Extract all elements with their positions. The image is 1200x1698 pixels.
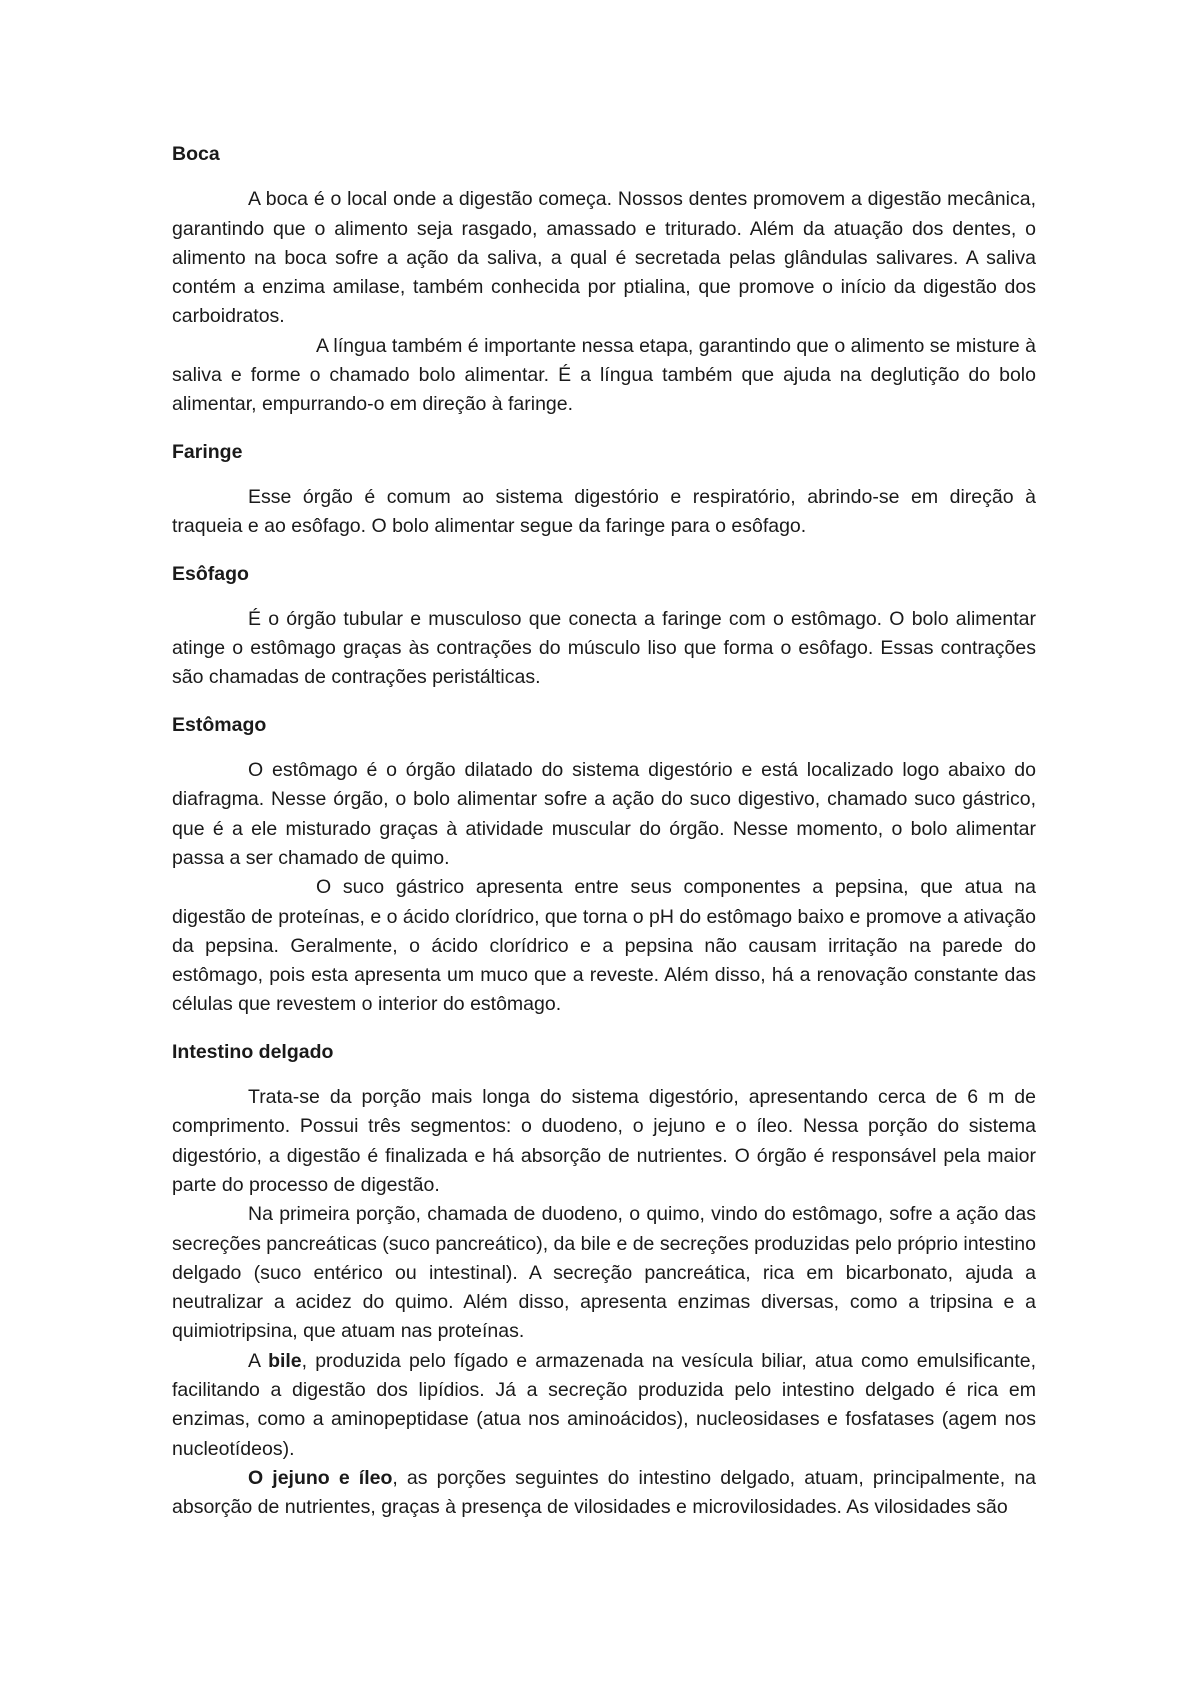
document-page bbox=[172, 140, 1036, 1522]
paragraph-intestino-3-rest: , produzida pelo fígado e armazenada na vesícula biliar, atua como emulsificante, facilitando a digestão dos lipídios. Já a secreção produzida pelo intestino delgado é rica em enzimas, como a aminopeptidase (atua nos aminoácidos), nucleosidases e fosfatases (agem nos nucleotídeos). bbox=[172, 1349, 1036, 1460]
heading-faringe: Faringe bbox=[172, 440, 243, 463]
paragraph-boca-2: A língua também é importante nessa etapa, garantindo que o alimento se misture à saliva e forme o chamado bolo alimentar. É a língua também que ajuda na deglutição do bolo alimentar, empurrando-o em direção à faringe. bbox=[172, 334, 1036, 416]
paragraph-intestino-2: Na primeira porção, chamada de duodeno, o quimo, vindo do estômago, sofre a ação das secreções pancreáticas (suco pancreático), da bile e de secreções produzidas pelo próprio intestino delgado (suco entérico ou intestinal). A secreção pancreática, rica em bicarbonato, ajuda a neutralizar a acidez do quimo. Além disso, apresenta enzimas diversas, como a tripsina e a quimiotripsina, que atuam nas proteínas. bbox=[172, 1203, 1036, 1343]
heading-estomago: Estômago bbox=[172, 713, 267, 736]
paragraph-estomago-2: O suco gástrico apresenta entre seus componentes a pepsina, que atua na digestão de proteínas, e o ácido clorídrico, que torna o pH do estômago baixo e promove a ativação da pepsina. Geralmente, o ácido clorídrico e a pepsina não causam irritação na parede do estômago, pois esta apresenta um muco que a reveste. Além disso, há a renovação constante das células que revestem o interior do estômago. bbox=[172, 876, 1036, 1016]
paragraph-esofago-1: É o órgão tubular e musculoso que conecta a faringe com o estômago. O bolo alimentar atinge o estômago graças às contrações do músculo liso que forma o esôfago. Essas contrações são chamadas de contrações peristálticas. bbox=[172, 607, 1036, 689]
paragraph-faringe-1: Esse órgão é comum ao sistema digestório e respiratório, abrindo-se em direção à traqueia e ao esôfago. O bolo alimentar segue da faringe para o esôfago. bbox=[172, 485, 1036, 538]
paragraph-intestino-3-lead: A bbox=[248, 1349, 269, 1372]
term-bile: bile bbox=[268, 1349, 302, 1372]
paragraph-estomago-1: O estômago é o órgão dilatado do sistema digestório e está localizado logo abaixo do diafragma. Nesse órgão, o bolo alimentar sofre a ação do suco digestivo, chamado suco gástrico, que é a ele misturado graças à atividade muscular do órgão. Nesse momento, o bolo alimentar passa a ser chamado de quimo. bbox=[172, 759, 1036, 869]
heading-boca: Boca bbox=[172, 143, 220, 165]
paragraph-intestino-1: Trata-se da porção mais longa do sistema digestório, apresentando cerca de 6 m de comprimento. Possui três segmentos: o duodeno, o jejuno e o íleo. Nessa porção do sistema digestório, a digestão é finalizada e há absorção de nutrientes. O órgão é responsável pela maior parte do processo de digestão. bbox=[172, 1086, 1036, 1196]
heading-esofago: Esôfago bbox=[172, 562, 249, 585]
paragraph-boca-1: A boca é o local onde a digestão começa. Nossos dentes promovem a digestão mecânica, garantindo que o alimento seja rasgado, amassado e triturado. Além da atuação dos dentes, o alimento na boca sofre a ação da saliva, a qual é secretada pelas glândulas salivares. A saliva contém a enzima amilase, também conhecida por ptialina, que promove o início da digestão dos carboidratos. bbox=[172, 188, 1036, 328]
paragraph-intestino-3 bbox=[172, 1347, 1036, 1464]
paragraph-intestino-4 bbox=[172, 1464, 1036, 1523]
term-jejuno-ileo: O jejuno e íleo bbox=[248, 1466, 393, 1489]
heading-intestino-delgado: Intestino delgado bbox=[172, 1040, 334, 1063]
paragraph-intestino-4-rest: , as porções seguintes do intestino delgado, atuam, principalmente, na absorção de nutrientes, graças à presença de vilosidades e microvilosidades. As vilosidades são bbox=[172, 1466, 1036, 1519]
